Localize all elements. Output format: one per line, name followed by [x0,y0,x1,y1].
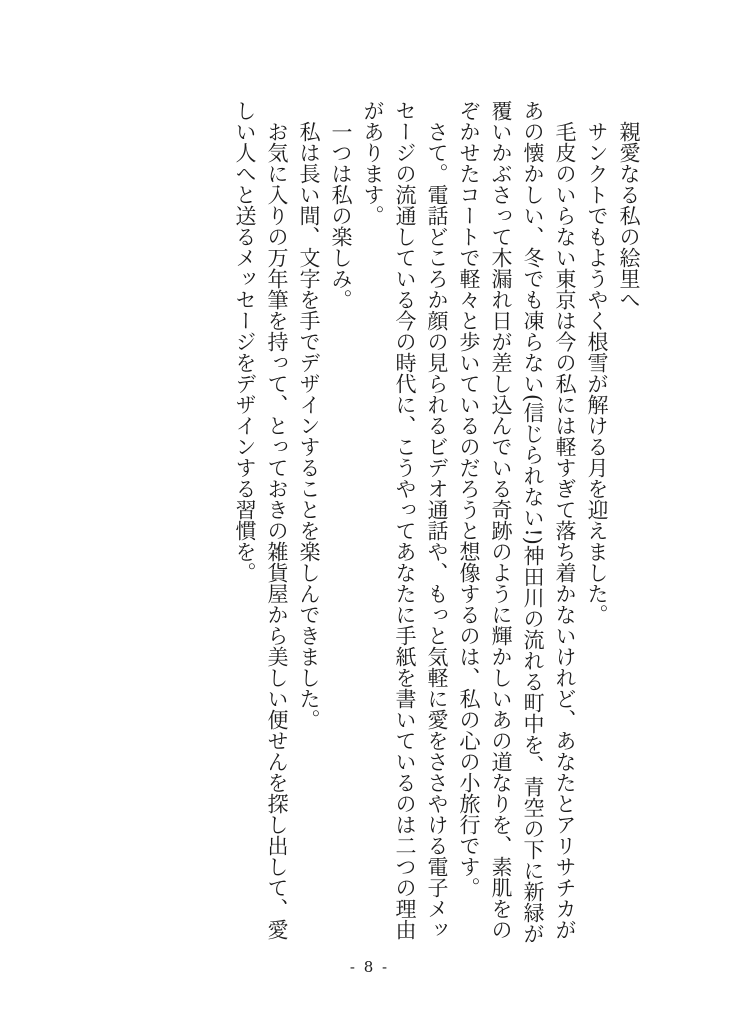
paragraph-tokyo-imagination: 毛皮のいらない東京は今の私には軽すぎて落ち着かないけれど、あなたとアリサチカがあの懐かしい、冬でも凍らない(信じられない!)神田川の流れる町中を、青空の下に新緑が覆いかぶさって木漏れ日が差し込んでいる奇跡のように輝かしいあの道なりを、素肌をのぞかせたコートで軽々と歩いているのだろうと想像するのは、私の心の小旅行です。 [457,100,577,944]
paragraph-greeting-season: サンクトでもようやく根雪が解ける月を迎えました。 [585,121,609,625]
paragraph-design-hobby: 私は長い間、文字を手でデザインすることを楽しんできました。 [297,121,321,730]
paragraph-first-reason: 一つは私の楽しみ。 [329,121,353,310]
page-number: - 8 - [349,958,390,976]
letter-title: 親愛なる私の絵里へ [617,121,641,310]
paragraph-fountain-pen: お気に入りの万年筆を持って、とっておきの雑貨屋から美しい便せんを探し出して、愛しい人へと送るメッセージをデザインする習慣を。 [233,100,289,940]
paragraph-two-reasons: さて。電話どころか顔の見られるビデオ通話や、もっと気軽に愛をささやける電子メッセージの流通している今の時代に、こうやってあなたに手紙を書いているのは二つの理由があります。 [361,100,449,940]
letter-body [229,100,645,945]
